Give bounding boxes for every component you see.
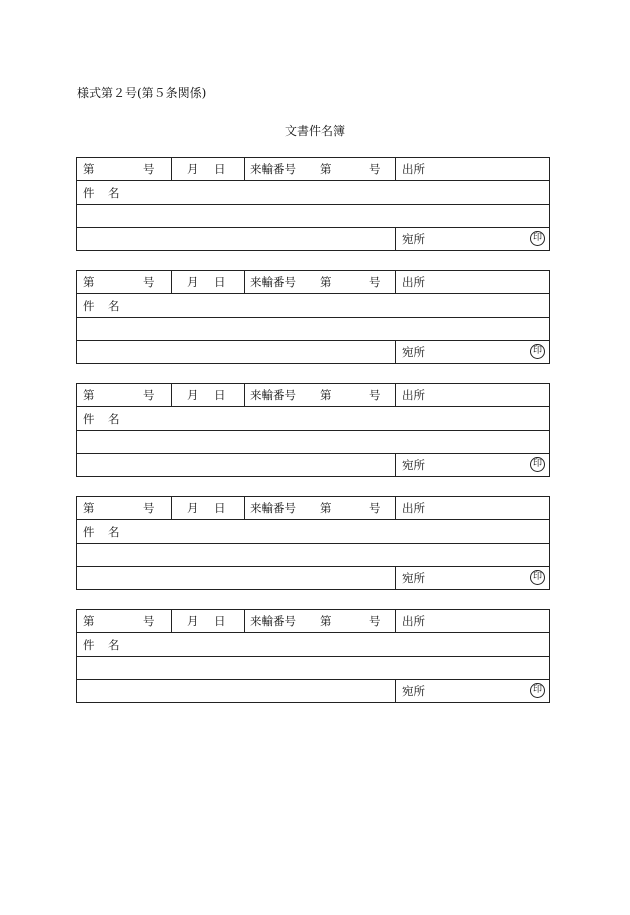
subject-row[interactable] [77,181,549,205]
subject-continuation-row[interactable] [77,431,549,454]
label-receipt-number: 来輸番号 [250,501,296,515]
destination-row [77,228,549,250]
label-source: 出所 [402,614,425,628]
blank-cell[interactable] [77,680,396,702]
subject-row[interactable] [77,294,549,318]
blank-cell[interactable] [77,341,396,363]
record-block [76,609,550,703]
label-dai: 第 [83,162,95,176]
label-destination: 宛所 [402,232,425,246]
label-destination: 宛所 [402,345,425,359]
record-block [76,157,550,251]
label-mei: 名 [108,186,120,200]
subject-continuation-row[interactable] [77,657,549,680]
label-go: 号 [143,388,155,402]
label-receipt-number: 来輸番号 [250,162,296,176]
subject-cell[interactable] [77,520,549,543]
document-number-cell[interactable] [77,497,172,519]
record-header-row [77,271,549,294]
label-ken: 件 [83,299,95,313]
label-ken: 件 [83,412,95,426]
label-dai: 第 [83,614,95,628]
subject-row[interactable] [77,520,549,544]
label-dai-2: 第 [320,614,332,628]
subject-continuation-row[interactable] [77,544,549,567]
destination-cell[interactable] [396,680,549,702]
label-day: 日 [214,162,226,176]
record-header-row [77,158,549,181]
label-dai-2: 第 [320,162,332,176]
label-go-2: 号 [369,614,381,628]
record-block [76,383,550,477]
seal-icon: 印 [530,457,545,472]
label-dai-2: 第 [320,275,332,289]
subject-continuation-row[interactable] [77,318,549,341]
subject-cell[interactable] [77,407,549,430]
seal-icon: 印 [530,344,545,359]
label-go-2: 号 [369,162,381,176]
blank-cell[interactable] [77,454,396,476]
label-month: 月 [187,388,199,402]
destination-row [77,680,549,702]
label-day: 日 [214,275,226,289]
form-number: 様式第２号(第５条関係) [77,86,207,100]
label-receipt-number: 来輸番号 [250,614,296,628]
label-mei: 名 [108,638,120,652]
seal-icon: 印 [530,570,545,585]
label-go-2: 号 [369,501,381,515]
label-go-2: 号 [369,275,381,289]
source-cell[interactable] [396,497,549,519]
label-go: 号 [143,501,155,515]
label-receipt-number: 来輸番号 [250,388,296,402]
record-header-row [77,384,549,407]
source-cell[interactable] [396,384,549,406]
label-month: 月 [187,614,199,628]
seal-icon: 印 [530,231,545,246]
seal-icon: 印 [530,683,545,698]
destination-row [77,341,549,363]
label-day: 日 [214,388,226,402]
receipt-number-cell[interactable] [245,384,396,406]
label-go: 号 [143,275,155,289]
label-source: 出所 [402,162,425,176]
label-source: 出所 [402,388,425,402]
label-source: 出所 [402,501,425,515]
blank-cell[interactable] [77,228,396,250]
receipt-number-cell[interactable] [245,497,396,519]
date-cell[interactable] [172,158,245,180]
source-cell[interactable] [396,271,549,293]
label-mei: 名 [108,412,120,426]
document-number-cell[interactable] [77,158,172,180]
destination-cell[interactable] [396,228,549,250]
label-go: 号 [143,162,155,176]
subject-row[interactable] [77,633,549,657]
label-mei: 名 [108,299,120,313]
source-cell[interactable] [396,158,549,180]
label-dai: 第 [83,501,95,515]
label-month: 月 [187,501,199,515]
destination-row [77,454,549,476]
receipt-number-cell[interactable] [245,158,396,180]
document-number-cell[interactable] [77,384,172,406]
destination-row [77,567,549,589]
destination-cell[interactable] [396,454,549,476]
label-go: 号 [143,614,155,628]
source-cell[interactable] [396,610,549,632]
date-cell[interactable] [172,610,245,632]
label-day: 日 [214,614,226,628]
subject-row[interactable] [77,407,549,431]
label-go-2: 号 [369,388,381,402]
receipt-number-cell[interactable] [245,610,396,632]
label-ken: 件 [83,525,95,539]
blank-cell[interactable] [77,567,396,589]
subject-cell[interactable] [77,181,549,204]
destination-cell[interactable] [396,341,549,363]
label-source: 出所 [402,275,425,289]
label-ken: 件 [83,186,95,200]
label-dai: 第 [83,388,95,402]
label-month: 月 [187,275,199,289]
label-destination: 宛所 [402,458,425,472]
label-dai: 第 [83,275,95,289]
date-cell[interactable] [172,384,245,406]
label-destination: 宛所 [402,571,425,585]
destination-cell[interactable] [396,567,549,589]
label-ken: 件 [83,638,95,652]
record-header-row [77,610,549,633]
label-mei: 名 [108,525,120,539]
label-day: 日 [214,501,226,515]
subject-continuation-row[interactable] [77,205,549,228]
date-cell[interactable] [172,497,245,519]
receipt-number-cell[interactable] [245,271,396,293]
document-number-cell[interactable] [77,271,172,293]
subject-cell[interactable] [77,633,549,656]
date-cell[interactable] [172,271,245,293]
label-destination: 宛所 [402,684,425,698]
document-number-cell[interactable] [77,610,172,632]
label-receipt-number: 来輸番号 [250,275,296,289]
record-header-row [77,497,549,520]
label-month: 月 [187,162,199,176]
label-dai-2: 第 [320,501,332,515]
label-dai-2: 第 [320,388,332,402]
record-block [76,270,550,364]
subject-cell[interactable] [77,294,549,317]
document-title: 文書件名簿 [284,124,345,138]
record-block [76,496,550,590]
